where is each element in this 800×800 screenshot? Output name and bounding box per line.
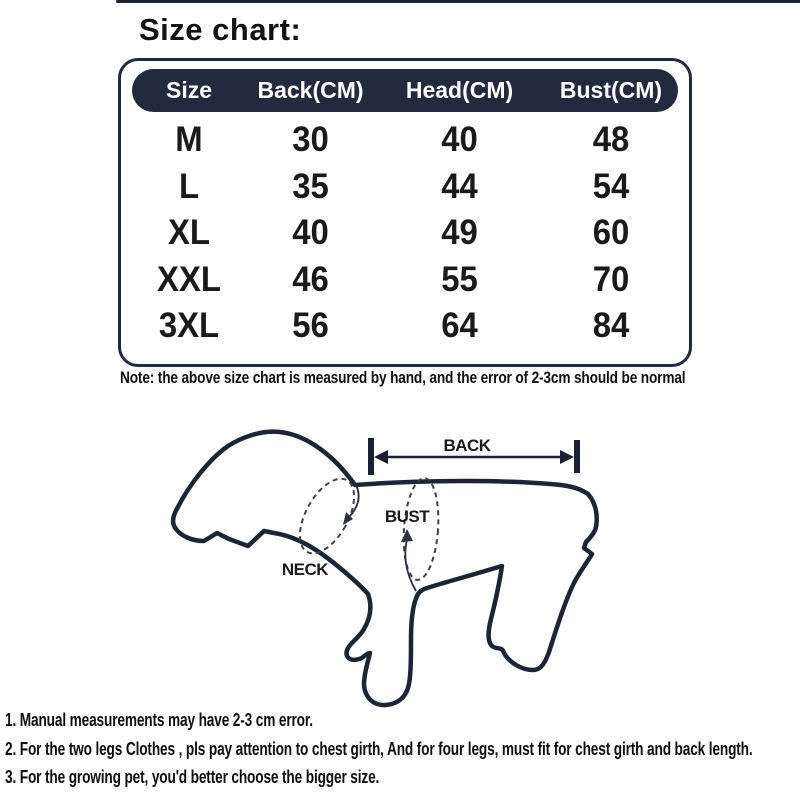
dog-outline bbox=[173, 432, 597, 705]
back-arrowhead-left bbox=[374, 450, 388, 464]
cell-bust: 84 bbox=[592, 306, 630, 346]
table-row bbox=[132, 303, 678, 350]
column-header-size: Size bbox=[165, 77, 213, 103]
cell-back: 40 bbox=[292, 213, 329, 253]
cell-head: 49 bbox=[441, 213, 478, 253]
size-table bbox=[118, 58, 692, 367]
cell-back: 30 bbox=[292, 120, 329, 160]
table-row bbox=[132, 117, 678, 164]
top-crop-line bbox=[116, 0, 800, 3]
cell-back: 35 bbox=[292, 166, 329, 206]
neck-label: NECK bbox=[281, 560, 329, 579]
cell-bust: 54 bbox=[592, 166, 630, 206]
cell-bust: 70 bbox=[592, 259, 630, 299]
back-label: BACK bbox=[443, 436, 491, 455]
cell-head: 44 bbox=[441, 166, 478, 206]
cell-head: 55 bbox=[441, 259, 478, 299]
size-table-body bbox=[132, 117, 678, 350]
table-row bbox=[132, 257, 678, 304]
page-title: Size chart: bbox=[139, 12, 302, 47]
footnote-2: 2. For the two legs Clothes , pls pay attention to chest girth, And for four legs, must fit for chest girth and back length. bbox=[5, 738, 753, 759]
footnote-1: 1. Manual measurements may have 2-3 cm error. bbox=[5, 710, 313, 730]
dog-diagram-svg bbox=[150, 415, 650, 715]
cell-head: 40 bbox=[441, 120, 478, 160]
cell-back: 56 bbox=[292, 306, 329, 346]
dog-measurement-diagram bbox=[150, 415, 650, 715]
measurement-note: Note: the above size chart is measured by hand, and the error of 2-3cm should be normal bbox=[120, 369, 686, 387]
cell-back: 46 bbox=[292, 259, 329, 299]
cell-size: L bbox=[178, 166, 200, 206]
cell-size: 3XL bbox=[158, 306, 220, 346]
cell-bust: 48 bbox=[592, 120, 630, 160]
column-header-bust: Bust(CM) bbox=[559, 77, 663, 103]
cell-size: XXL bbox=[156, 259, 221, 299]
cell-size: M bbox=[175, 120, 203, 160]
footnotes bbox=[5, 706, 800, 792]
cell-head: 64 bbox=[441, 306, 478, 346]
table-row bbox=[132, 210, 678, 257]
table-row bbox=[132, 164, 678, 211]
column-header-head: Head(CM) bbox=[405, 77, 514, 103]
size-table-header bbox=[132, 69, 678, 112]
footnote-3: 3. For the growing pet, you'd better choose the bigger size. bbox=[5, 767, 380, 787]
bust-label: BUST bbox=[384, 507, 430, 526]
column-header-back: Back(CM) bbox=[257, 77, 364, 103]
cell-bust: 60 bbox=[592, 213, 630, 253]
cell-size: XL bbox=[167, 213, 211, 253]
back-arrowhead-right bbox=[560, 450, 574, 464]
